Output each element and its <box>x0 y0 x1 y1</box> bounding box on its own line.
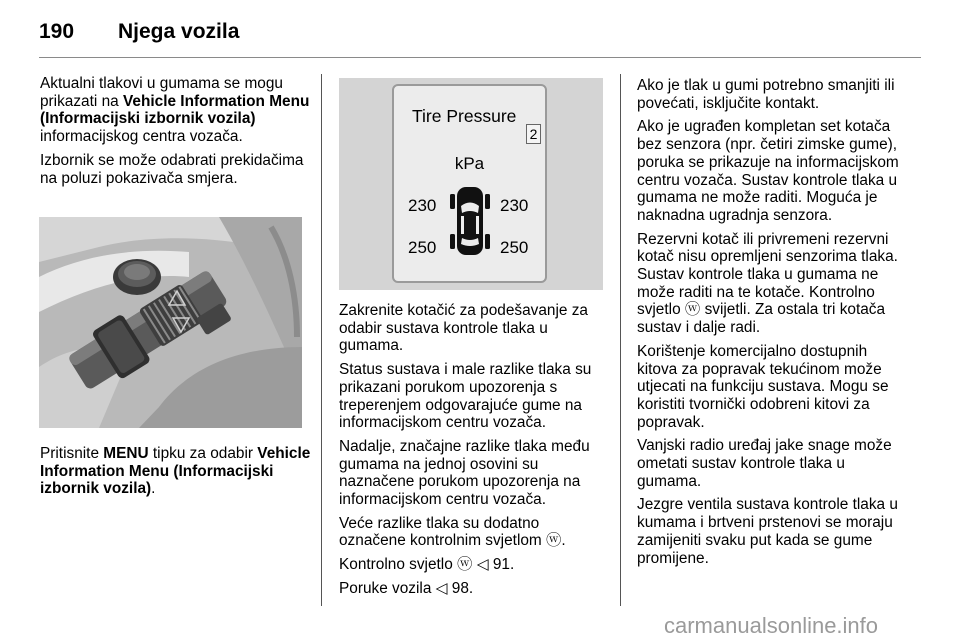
paragraph-menu-button <box>40 445 312 498</box>
pressure-unit: kPa <box>454 154 485 173</box>
column-right <box>637 77 905 573</box>
menu-name-bold: Vehicle Information Menu (Informacijski izbornik vozila) <box>40 445 311 498</box>
paragraph-intro <box>40 75 312 146</box>
paragraph-wheel: Zakrenite kotačić za podešavanje za odabir sustava kontrole tlaka u gumama. <box>339 302 588 355</box>
paragraph-spare-wheel: Rezervni kotač ili privremeni rezervni kotač nisu opremljeni senzorima tlaka. Sustav kontrole tlaka u gumama ne može raditi na te kotače. Kontrolno svjetlo ⓦ svijetli. Za ostala tri kotača sustav i dalje radi. <box>637 230 898 337</box>
page-indicator: 2 <box>526 124 541 144</box>
column-divider-1 <box>321 74 322 606</box>
paragraph-axle-difference: Nadalje, značajne razlike tlaka među gumama na jednoj osovini su naznačene porukom upozorenja na informacijskom centru vozača. <box>339 437 590 509</box>
page-title: Njega vozila <box>118 20 240 43</box>
header-divider <box>39 57 921 58</box>
paragraph-selection: Izbornik se može odabrati prekidačima na poluzi pokazivača smjera. <box>40 151 304 187</box>
paragraph-warning-light: Veće razlike tlaka su dodatno označene kontrolnim svjetlom ⓦ. <box>339 514 566 550</box>
column-middle <box>339 302 603 604</box>
driver-info-display <box>392 84 547 283</box>
rear-right-pressure: 250 <box>500 238 529 257</box>
rear-left-pressure: 250 <box>408 238 437 257</box>
column-divider-2 <box>620 74 621 606</box>
turn-signal-lever-photo <box>39 217 302 428</box>
menu-name-bold: Vehicle Information Menu (Informacijski izbornik vozila) <box>40 92 310 128</box>
menu-button-label: MENU <box>103 445 149 462</box>
car-top-view-icon <box>449 186 491 256</box>
paragraph-status: Status sustava i male razlike tlaka su prikazani porukom upozorenja s treperenjem odgovarajuće gume na informacijskom centru vozača. <box>339 361 592 432</box>
display-title: Tire Pressure <box>412 106 517 126</box>
text: Aktualni tlakovi u gumama se mogu prikazati na <box>40 75 283 110</box>
text: Pritisnite <box>40 445 104 462</box>
tire-pressure-display-illustration <box>339 78 603 290</box>
text: informacijskog centra vozača. <box>40 128 243 146</box>
paragraph-repair-kits: Korištenje komercijalno dostupnih kitova za popravak tekućinom može utjecati na funkciju sustava. Mogu se koristiti tvornički odobreni kitovi za popravak. <box>637 342 889 431</box>
paragraph-vehicle-messages-ref: Poruke vozila ◁ 98. <box>339 579 474 597</box>
paragraph-control-light-ref: Kontrolno svjetlo ⓦ ◁ 91. <box>339 556 515 574</box>
front-left-pressure: 230 <box>408 196 437 215</box>
paragraph-valve-cores: Jezgre ventila sustava kontrole tlaka u kumama i brtveni prstenovi se moraju zamijeniti svaku put kada se gume promijene. <box>637 496 898 567</box>
text: tipku za odabir <box>148 445 258 462</box>
watermark: carmanualsonline.info <box>664 613 879 638</box>
paragraph-ignition: Ako je tlak u gumi potrebno smanjiti ili povećati, isključite kontakt. <box>637 77 895 112</box>
front-right-pressure: 230 <box>500 196 529 215</box>
column-left-bottom <box>40 445 312 504</box>
page-number: 190 <box>39 20 75 43</box>
column-left <box>40 75 312 193</box>
text: . <box>151 480 156 498</box>
paragraph-radio-interference: Vanjski radio uređaj jake snage može ometati sustav kontrole tlaka u gumama. <box>637 437 892 490</box>
paragraph-no-sensors: Ako je ugrađen kompletan set kotača bez senzora (npr. četiri zimske gume), poruka se prikazuje na informacijskom centru vozača. Sustav kontrole tlaka u gumama ne može raditi. Moguća je naknadna ugradnja senzora. <box>637 118 899 224</box>
